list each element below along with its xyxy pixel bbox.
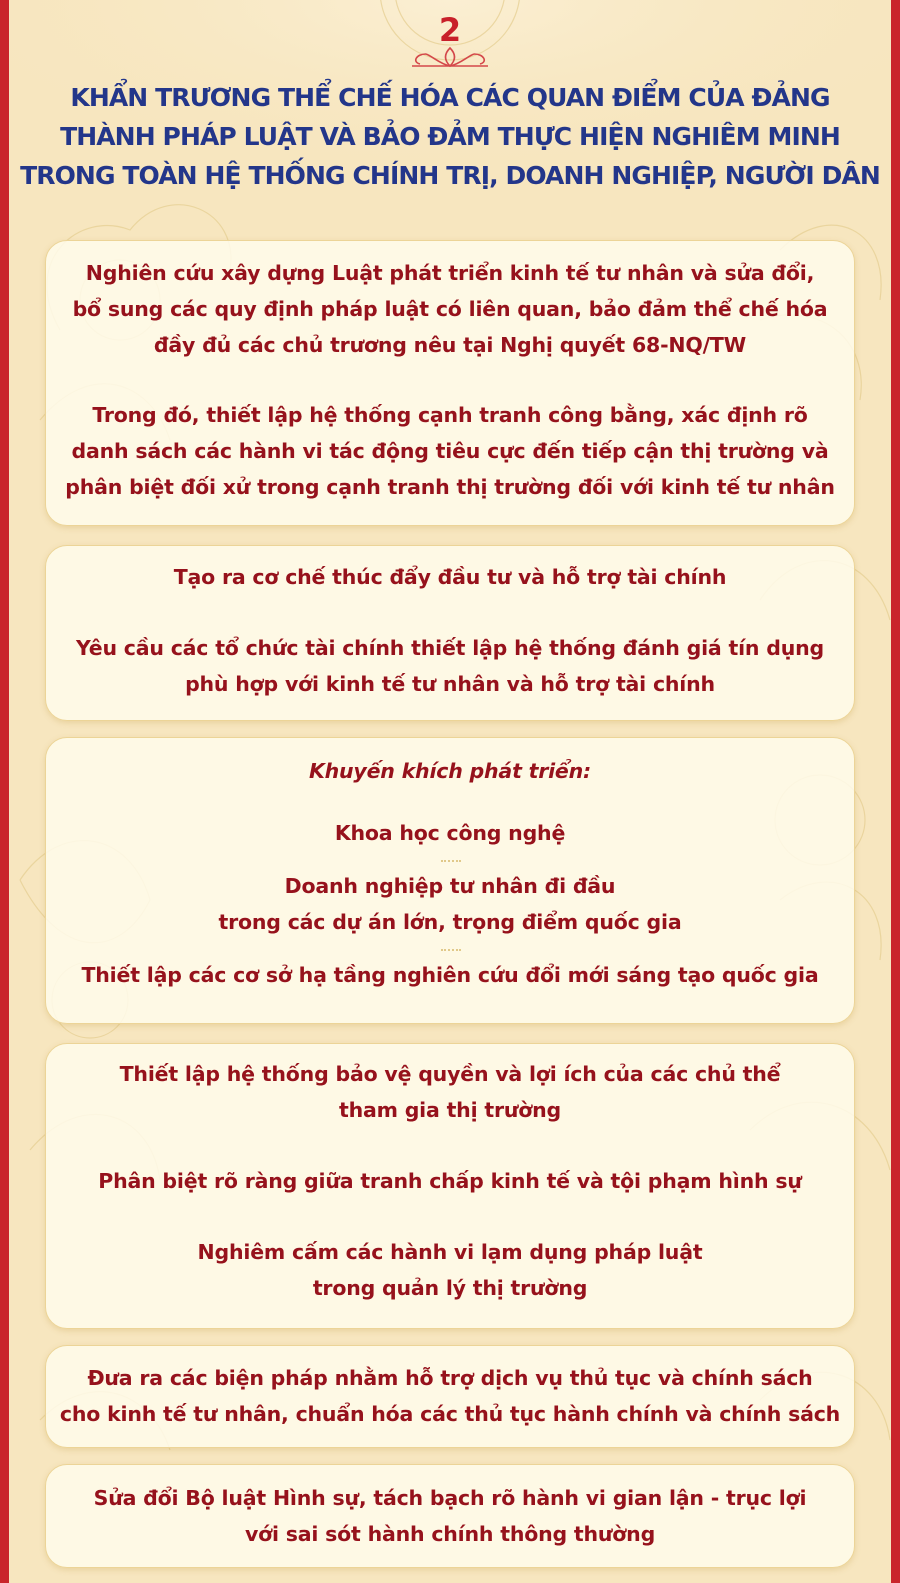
headline-line: THÀNH PHÁP LUẬT VÀ BẢO ĐẢM THỰC HIỆN NGHIÊM MINH xyxy=(60,122,840,151)
list-item xyxy=(46,815,854,851)
text-line: cho kinh tế tư nhân, chuẩn hóa các thủ tục hành chính và chính sách xyxy=(59,1402,841,1426)
text-line: Doanh nghiệp tư nhân đi đầu xyxy=(284,874,616,898)
text-line: Thiết lập các cơ sở hạ tầng nghiên cứu đổi mới sáng tạo quốc gia xyxy=(81,963,819,987)
text-line: với sai sót hành chính thông thường xyxy=(244,1522,656,1546)
card-criminal-code xyxy=(45,1464,855,1568)
text-line: Thiết lập hệ thống bảo vệ quyền và lợi ích của các chủ thể xyxy=(119,1062,781,1086)
section-number: 2 xyxy=(438,11,462,49)
card-investment-finance xyxy=(45,545,855,721)
card-law-development xyxy=(45,240,855,526)
text-line: trong các dự án lớn, trọng điểm quốc gia xyxy=(218,910,682,934)
text-line: Nghiên cứu xây dựng Luật phát triển kinh tế tư nhân và sửa đổi, xyxy=(85,261,815,285)
paragraph xyxy=(46,1480,854,1552)
text-line: đầy đủ các chủ trương nêu tại Nghị quyết 68-NQ/TW xyxy=(153,333,747,357)
text-line: phân biệt đối xử trong cạnh tranh thị trường đối với kinh tế tư nhân xyxy=(65,475,835,499)
paragraph xyxy=(46,559,854,595)
left-red-border xyxy=(0,0,9,1583)
card-heading: Khuyến khích phát triển: xyxy=(308,759,592,783)
text-line: Tạo ra cơ chế thúc đẩy đầu tư và hỗ trợ tài chính xyxy=(173,565,727,589)
list-item xyxy=(46,868,854,940)
ornament-icon xyxy=(406,44,494,70)
text-line: Yêu cầu các tổ chức tài chính thiết lập hệ thống đánh giá tín dụng xyxy=(76,636,824,660)
paragraph xyxy=(46,397,854,505)
list-item xyxy=(46,957,854,993)
text-line: danh sách các hành vi tác động tiêu cực đến tiếp cận thị trường và xyxy=(71,439,829,463)
text-line: Đưa ra các biện pháp nhằm hỗ trợ dịch vụ thủ tục và chính sách xyxy=(87,1366,813,1390)
card-procedure-support xyxy=(45,1345,855,1448)
text-line: Nghiêm cấm các hành vi lạm dụng pháp luật xyxy=(197,1240,703,1264)
paragraph xyxy=(46,1360,854,1432)
dotted-divider xyxy=(441,860,461,864)
card-encourage-development xyxy=(45,737,855,1024)
headline xyxy=(0,78,900,195)
paragraph xyxy=(46,255,854,363)
right-red-border xyxy=(891,0,900,1583)
text-line: bổ sung các quy định pháp luật có liên quan, bảo đảm thể chế hóa xyxy=(72,297,828,321)
headline-line: KHẨN TRƯƠNG THỂ CHẾ HÓA CÁC QUAN ĐIỂM CỦA ĐẢNG xyxy=(70,83,830,112)
text-line: Sửa đổi Bộ luật Hình sự, tách bạch rõ hành vi gian lận - trục lợi xyxy=(93,1486,807,1510)
paragraph xyxy=(46,630,854,702)
paragraph xyxy=(46,1234,854,1306)
text-line: phù hợp với kinh tế tư nhân và hỗ trợ tài chính xyxy=(185,672,715,696)
text-line: tham gia thị trường xyxy=(338,1098,561,1122)
paragraph xyxy=(46,1163,854,1199)
text-line: Trong đó, thiết lập hệ thống cạnh tranh công bằng, xác định rõ xyxy=(92,403,808,427)
text-line: Khoa học công nghệ xyxy=(334,821,566,845)
text-line: Phân biệt rõ ràng giữa tranh chấp kinh tế và tội phạm hình sự xyxy=(98,1169,802,1193)
paragraph xyxy=(46,1056,854,1128)
text-line: trong quản lý thị trường xyxy=(312,1276,588,1300)
headline-line: TRONG TOÀN HỆ THỐNG CHÍNH TRỊ, DOANH NGHIỆP, NGƯỜI DÂN xyxy=(20,161,880,190)
dotted-divider xyxy=(441,949,461,953)
card-market-protection xyxy=(45,1043,855,1329)
